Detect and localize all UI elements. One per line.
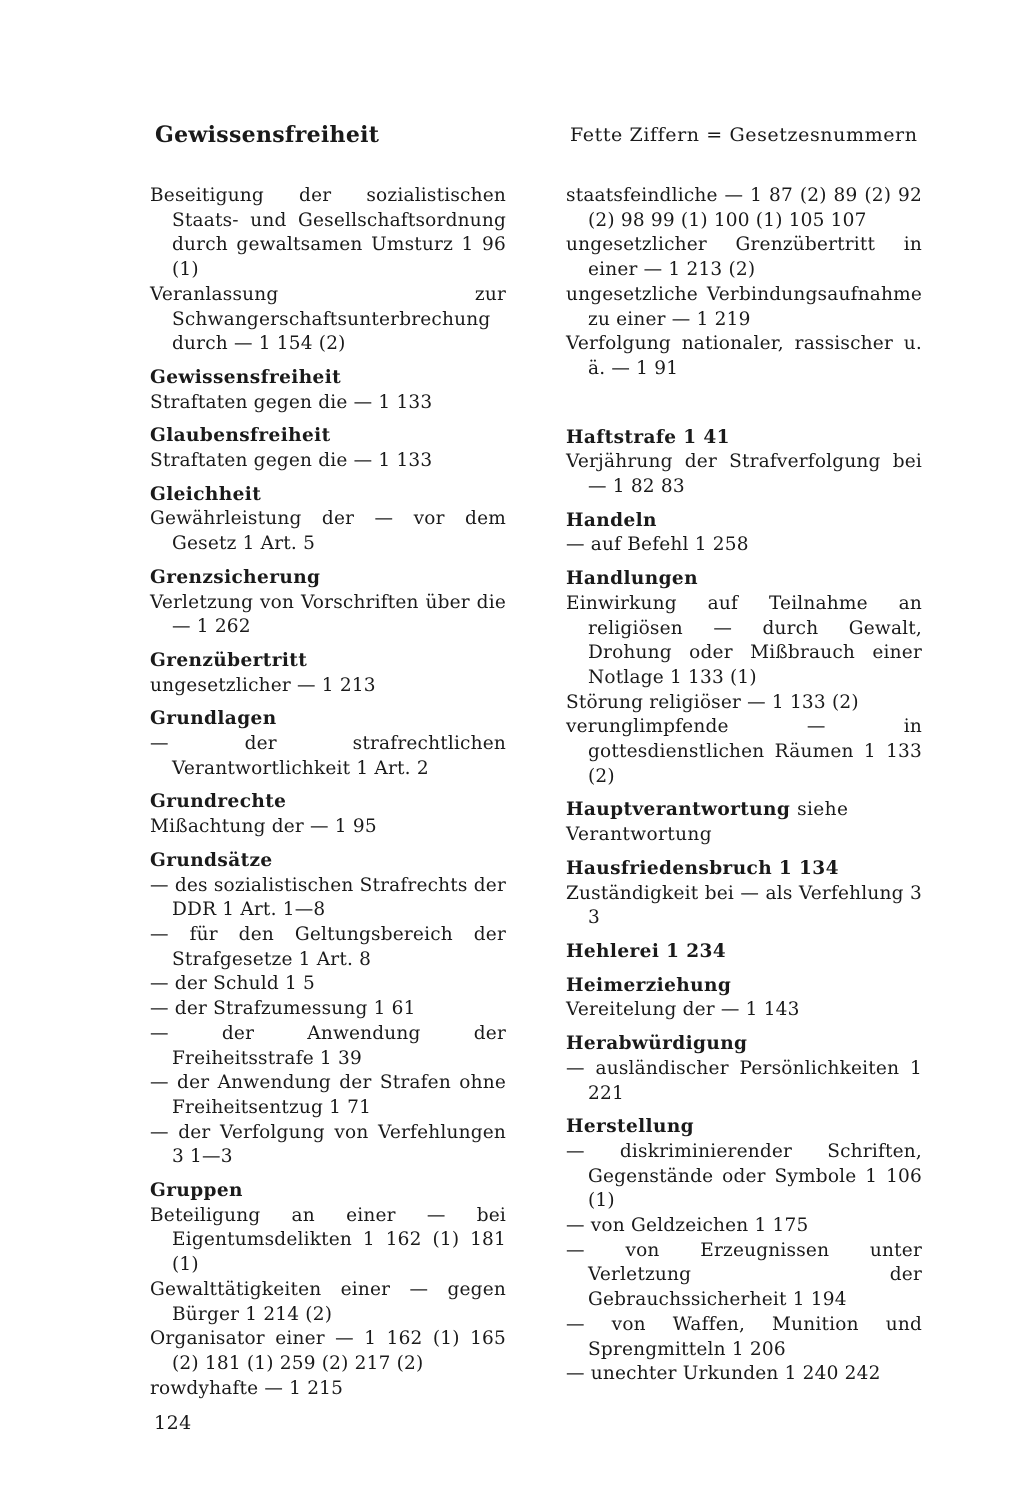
headword-text: Hehlerei (566, 940, 660, 962)
index-entry (566, 184, 922, 382)
index-subentry: — unechter Urkunden 1 240 242 (566, 1363, 881, 1385)
index-entry (566, 798, 922, 847)
index-headword (150, 366, 506, 391)
index-subentry: — der Anwendung der Freiheitsstrafe 1 39 (150, 1022, 506, 1069)
index-headword (566, 940, 922, 965)
index-subentry: ungesetzliche Verbindungsaufnahme zu einer — 1 219 (566, 283, 922, 330)
index-subentry: — des sozialistischen Strafrechts der DDR 1 Art. 1—8 (150, 874, 506, 921)
index-entry (150, 184, 506, 357)
headword-text: Grundrechte (150, 791, 287, 813)
index-subentry: staatsfeindliche — 1 87 (2) 89 (2) 92 (2) 98 99 (1) 100 (1) 105 107 (566, 185, 922, 231)
headword-text: Handlungen (566, 568, 698, 590)
index-entry (150, 790, 506, 839)
index-headword (150, 649, 506, 674)
index-subentry: Einwirkung auf Teilnahme an religiösen — durch Gewalt, Drohung oder Mißbrauch einer Notlage 1 133 (1) (566, 592, 922, 688)
index-subentry: — von Waffen, Munition und Sprengmitteln 1 206 (566, 1313, 922, 1360)
index-entry (566, 857, 922, 931)
index-subentry: verunglimpfende — in gottesdienstlichen Räumen 1 133 (2) (566, 716, 922, 787)
headword-reference: 1 134 (778, 857, 839, 879)
index-entry (566, 1115, 922, 1387)
index-subentry: — der Anwendung der Strafen ohne Freiheitsentzug 1 71 (150, 1072, 506, 1118)
index-subentry: Mißachtung der — 1 95 (150, 816, 377, 838)
headword-reference: 1 234 (666, 940, 727, 962)
index-headword (150, 1179, 506, 1204)
index-entry (566, 426, 922, 500)
index-subentry: — auf Befehl 1 258 (566, 534, 749, 556)
index-subentry: Straftaten gegen die — 1 133 (150, 450, 433, 472)
headword-text: Grundlagen (150, 708, 277, 730)
headword-text: Grundsätze (150, 849, 273, 871)
index-entry (150, 366, 506, 415)
index-subentry: — für den Geltungsbereich der Strafgesetze 1 Art. 8 (150, 923, 506, 970)
index-headword (566, 857, 922, 882)
index-entry (566, 940, 922, 965)
index-entry (150, 1179, 506, 1401)
header-title: Gewissensfreiheit (155, 122, 380, 148)
index-headword (566, 974, 922, 999)
headword-text: Haftstrafe (566, 426, 677, 448)
index-entry (566, 974, 922, 1023)
index-column-left (150, 184, 506, 1410)
index-entry (566, 1032, 922, 1106)
index-headword (566, 509, 922, 534)
index-entry (566, 567, 922, 789)
index-headword (566, 426, 922, 451)
index-subentry: — der strafrechtlichen Verantwortlichkeit 1 Art. 2 (150, 733, 506, 779)
index-subentry: Beteiligung an einer — bei Eigentumsdelikten 1 162 (1) 181 (1) (150, 1204, 506, 1276)
headword-text: Herabwürdigung (566, 1033, 748, 1055)
index-subentry: Vereitelung der — 1 143 (566, 999, 800, 1021)
index-entry (150, 483, 506, 557)
index-entry (150, 707, 506, 781)
index-headword (150, 707, 506, 732)
index-entry (566, 509, 922, 558)
headword-text: Grenzsicherung (150, 566, 321, 588)
index-subentry: Verjährung der Strafverfolgung bei — 1 82 83 (566, 451, 922, 498)
index-headword (150, 790, 506, 815)
index-headword (566, 1115, 922, 1140)
index-headword (566, 1032, 922, 1057)
index-subentry: — der Verfolgung von Verfehlungen 3 1—3 (150, 1121, 506, 1168)
index-subentry: Zuständigkeit bei — als Verfehlung 3 3 (566, 882, 922, 929)
index-subentry: — ausländischer Persönlichkeiten 1 221 (566, 1057, 922, 1104)
index-entry (150, 424, 506, 473)
index-subentry: — der Strafzumessung 1 61 (150, 998, 416, 1020)
headword-reference: 1 41 (683, 426, 730, 448)
index-subentry: ungesetzlicher — 1 213 (150, 674, 376, 696)
cross-reference: siehe Verantwortung (566, 799, 849, 846)
headword-text: Gewissensfreiheit (150, 366, 342, 388)
page-number: 124 (154, 1412, 192, 1434)
index-headword (150, 849, 506, 874)
index-headword (566, 798, 922, 847)
index-subentry: Störung religiöser — 1 133 (2) (566, 691, 859, 713)
headword-text: Heimerziehung (566, 974, 732, 996)
index-subentry: Verfolgung nationaler, rassischer u. ä. — 1 91 (566, 333, 922, 379)
index-subentry: Veranlassung zur Schwangerschaftsunterbrechung durch — 1 154 (2) (150, 283, 506, 355)
headword-text: Gleichheit (150, 483, 262, 505)
index-subentry: ungesetzlicher Grenzübertritt in einer — 1 213 (2) (566, 234, 922, 281)
headword-text: Hauptverantwortung (566, 799, 791, 821)
index-column-right (566, 184, 922, 1396)
headword-text: Gruppen (150, 1180, 243, 1202)
index-subentry: Beseitigung der sozialistischen Staats- und Gesellschaftsordnung durch gewaltsamen Umsturz 1 96 (1) (150, 185, 506, 281)
index-subentry: Gewalttätigkeiten einer — gegen Bürger 1 214 (2) (150, 1278, 506, 1325)
index-headword (150, 566, 506, 591)
headword-text: Herstellung (566, 1116, 695, 1138)
index-entry (150, 649, 506, 698)
index-headword (150, 483, 506, 508)
index-entry (150, 566, 506, 640)
index-subentry: — von Geldzeichen 1 175 (566, 1215, 809, 1237)
index-headword (566, 567, 922, 592)
index-subentry: — von Erzeugnissen unter Verletzung der Gebrauchssicherheit 1 194 (566, 1239, 922, 1311)
headword-text: Handeln (566, 509, 657, 531)
headword-text: Glaubensfreiheit (150, 425, 331, 447)
index-entry (150, 849, 506, 1170)
index-subentry: Gewährleistung der — vor dem Gesetz 1 Art. 5 (150, 508, 506, 555)
headword-text: Hausfriedensbruch (566, 857, 773, 879)
index-subentry: — diskriminierender Schriften, Gegenstände oder Symbole 1 106 (1) (566, 1140, 922, 1212)
index-subentry: — der Schuld 1 5 (150, 973, 316, 995)
header-note: Fette Ziffern = Gesetzesnummern (570, 124, 918, 146)
index-subentry: rowdyhafte — 1 215 (150, 1377, 344, 1399)
index-subentry: Straftaten gegen die — 1 133 (150, 391, 433, 413)
headword-text: Grenzübertritt (150, 649, 308, 671)
index-subentry: Organisator einer — 1 162 (1) 165 (2) 181 (1) 259 (2) 217 (2) (150, 1328, 506, 1374)
index-subentry: Verletzung von Vorschriften über die — 1 262 (150, 591, 506, 638)
index-headword (150, 424, 506, 449)
